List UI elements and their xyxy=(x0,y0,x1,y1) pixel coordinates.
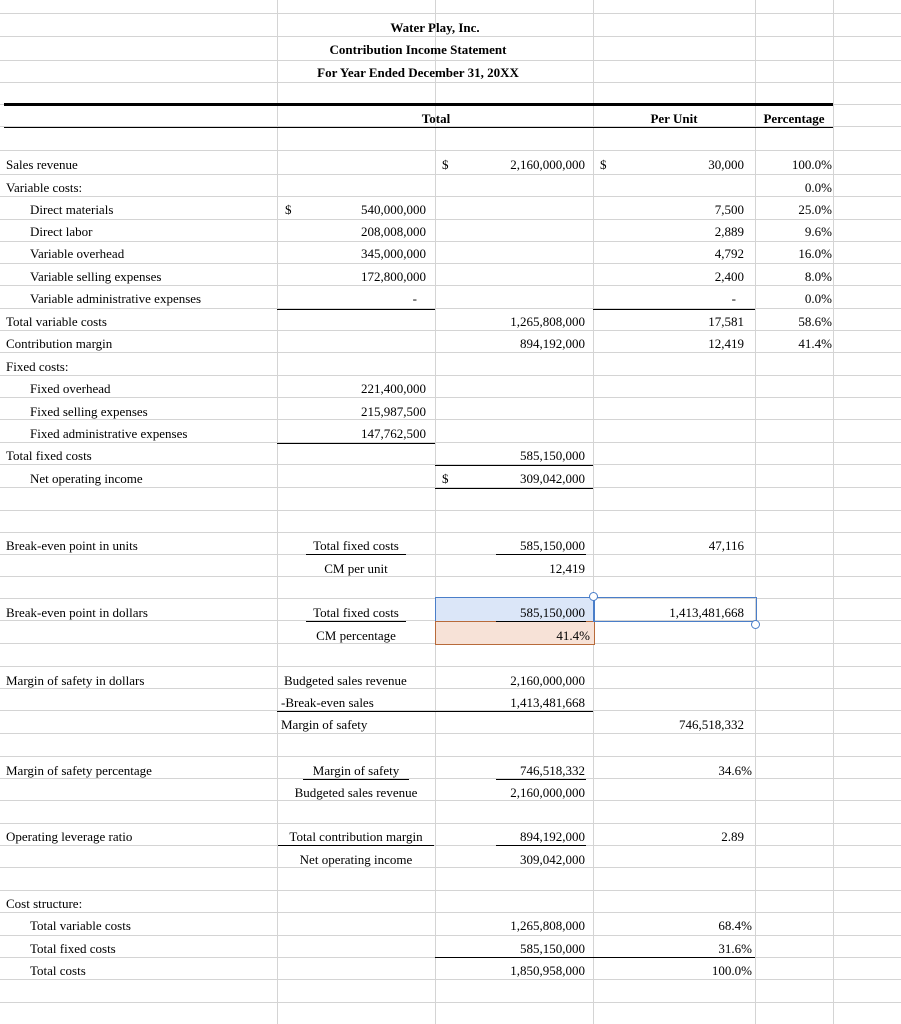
label-variable-admin: Variable administrative expenses xyxy=(30,291,202,306)
label-cost-structure: Cost structure: xyxy=(6,896,83,911)
be-dollars-num[interactable]: 585,150,000 xyxy=(520,605,585,620)
total-variable-pct: 58.6% xyxy=(798,314,832,329)
dollar-sign: $ xyxy=(600,157,607,172)
be-units-num-label: Total fixed costs xyxy=(313,538,399,553)
be-dollars-den-label: CM percentage xyxy=(316,628,396,643)
direct-materials-amount: 540,000,000 xyxy=(361,202,426,217)
label-be-units: Break-even point in units xyxy=(6,538,138,553)
label-op-leverage: Operating leverage ratio xyxy=(6,829,133,844)
label-total-fixed: Total fixed costs xyxy=(6,448,92,463)
mos-pct-num: 746,518,332 xyxy=(520,763,585,778)
variable-selling-amount: 172,800,000 xyxy=(361,269,426,284)
dollar-sign: $ xyxy=(442,157,449,172)
op-leverage-den: 309,042,000 xyxy=(520,852,585,867)
mos-pct-den-label: Budgeted sales revenue xyxy=(294,785,418,800)
total-variable-per-unit: 17,581 xyxy=(708,314,744,329)
sales-revenue-total: 2,160,000,000 xyxy=(510,157,585,172)
cost-structure-row-label: Total fixed costs xyxy=(30,941,116,956)
company-title: Water Play, Inc. xyxy=(390,20,480,35)
mos-dollars-v2: 1,413,481,668 xyxy=(510,695,585,710)
mos-underline xyxy=(277,711,435,712)
variable-overhead-pct: 16.0% xyxy=(798,246,832,261)
amount-underline xyxy=(277,309,435,310)
op-leverage-den-label: Net operating income xyxy=(299,852,413,867)
net-operating-income-total: 309,042,000 xyxy=(520,471,585,486)
period-title: For Year Ended December 31, 20XX xyxy=(317,65,519,80)
fraction-bar xyxy=(306,621,406,622)
label-be-dollars: Break-even point in dollars xyxy=(6,605,148,620)
total-fixed-total: 585,150,000 xyxy=(520,448,585,463)
label-sales-revenue: Sales revenue xyxy=(6,157,78,172)
variable-admin-per-unit: - xyxy=(731,291,736,306)
selection-handle-bottom[interactable] xyxy=(751,620,760,629)
mos-dollars-v1: 2,160,000,000 xyxy=(510,673,585,688)
label-direct-labor: Direct labor xyxy=(30,224,93,239)
fraction-bar xyxy=(496,621,586,622)
contribution-margin-pct: 41.4% xyxy=(798,336,832,351)
cost-pct-underline xyxy=(593,957,755,958)
label-variable-selling: Variable selling expenses xyxy=(30,269,162,284)
cost-structure-row-amount: 1,850,958,000 xyxy=(510,963,585,978)
label-contribution-margin: Contribution margin xyxy=(6,336,113,351)
cost-structure-row-amount: 1,265,808,000 xyxy=(510,918,585,933)
label-net-operating-income: Net operating income xyxy=(30,471,143,486)
cost-structure-row-pct: 68.4% xyxy=(718,918,752,933)
fraction-bar xyxy=(496,554,586,555)
be-dollars-den[interactable]: 41.4% xyxy=(556,628,590,643)
fraction-bar xyxy=(303,779,409,780)
contribution-margin-per-unit: 12,419 xyxy=(708,336,744,351)
direct-labor-per-unit: 2,889 xyxy=(714,224,744,239)
be-dollars-result[interactable]: 1,413,481,668 xyxy=(669,605,744,620)
mos-dollars-line1: Budgeted sales revenue xyxy=(284,673,407,688)
contribution-margin-total: 894,192,000 xyxy=(520,336,585,351)
variable-selling-pct: 8.0% xyxy=(804,269,832,284)
label-variable-costs: Variable costs: xyxy=(6,180,83,195)
cost-structure-row-pct: 100.0% xyxy=(711,963,752,978)
label-fixed-overhead: Fixed overhead xyxy=(30,381,111,396)
selection-handle-top[interactable] xyxy=(589,592,598,601)
col-header-percentage: Percentage xyxy=(763,111,825,126)
header-thick-rule xyxy=(4,103,833,106)
fixed-overhead-amount: 221,400,000 xyxy=(361,381,426,396)
variable-overhead-per-unit: 4,792 xyxy=(714,246,744,261)
op-leverage-result: 2.89 xyxy=(721,829,744,844)
per-unit-underline xyxy=(593,309,755,310)
fixed-underline xyxy=(277,443,435,444)
fraction-bar xyxy=(496,845,586,846)
sales-revenue-per-unit: 30,000 xyxy=(708,157,744,172)
label-fixed-admin: Fixed administrative expenses xyxy=(30,426,188,441)
variable-overhead-amount: 345,000,000 xyxy=(361,246,426,261)
cost-structure-row-label: Total variable costs xyxy=(30,918,131,933)
be-units-num: 585,150,000 xyxy=(520,538,585,553)
label-variable-overhead: Variable overhead xyxy=(30,246,125,261)
direct-labor-amount: 208,008,000 xyxy=(361,224,426,239)
variable-admin-pct: 0.0% xyxy=(804,291,832,306)
noi-double-underline xyxy=(435,488,593,489)
mos-pct-den: 2,160,000,000 xyxy=(510,785,585,800)
cost-underline xyxy=(435,957,593,958)
label-direct-materials: Direct materials xyxy=(30,202,114,217)
header-underline xyxy=(4,127,833,128)
cost-structure-row-amount: 585,150,000 xyxy=(520,941,585,956)
fraction-bar xyxy=(496,779,586,780)
variable-costs-pct: 0.0% xyxy=(804,180,832,195)
mos-pct-result: 34.6% xyxy=(718,763,752,778)
label-fixed-costs: Fixed costs: xyxy=(6,359,69,374)
direct-materials-pct: 25.0% xyxy=(798,202,832,217)
mos-dollars-result: 746,518,332 xyxy=(679,717,744,732)
direct-labor-pct: 9.6% xyxy=(804,224,832,239)
mos-value-underline xyxy=(435,711,593,712)
statement-title: Contribution Income Statement xyxy=(329,42,507,57)
be-units-den: 12,419 xyxy=(549,561,585,576)
variable-selling-per-unit: 2,400 xyxy=(714,269,744,284)
op-leverage-num-label: Total contribution margin xyxy=(289,829,423,844)
variable-admin-amount: - xyxy=(412,291,417,306)
total-variable-total: 1,265,808,000 xyxy=(510,314,585,329)
mos-pct-num-label: Margin of safety xyxy=(312,763,400,778)
sales-revenue-pct: 100.0% xyxy=(791,157,832,172)
be-units-den-label: CM per unit xyxy=(324,561,388,576)
op-leverage-num: 894,192,000 xyxy=(520,829,585,844)
label-total-variable: Total variable costs xyxy=(6,314,107,329)
fixed-selling-amount: 215,987,500 xyxy=(361,404,426,419)
label-mos-dollars: Margin of safety in dollars xyxy=(6,673,145,688)
label-fixed-selling: Fixed selling expenses xyxy=(30,404,148,419)
total-fixed-underline xyxy=(435,465,593,466)
cost-structure-row-pct: 31.6% xyxy=(718,941,752,956)
fixed-admin-amount: 147,762,500 xyxy=(361,426,426,441)
mos-dollars-line2: -Break-even sales xyxy=(281,695,374,710)
fraction-bar xyxy=(306,554,406,555)
col-header-per-unit: Per Unit xyxy=(650,111,698,126)
dollar-sign: $ xyxy=(285,202,292,217)
label-mos-pct: Margin of safety percentage xyxy=(6,763,152,778)
be-dollars-num-label: Total fixed costs xyxy=(313,605,399,620)
col-header-total: Total xyxy=(421,111,451,126)
direct-materials-per-unit: 7,500 xyxy=(714,202,744,217)
mos-dollars-line3: Margin of safety xyxy=(281,717,368,732)
be-units-result: 47,116 xyxy=(708,538,744,553)
dollar-sign: $ xyxy=(442,471,449,486)
fraction-bar xyxy=(278,845,434,846)
cost-structure-row-label: Total costs xyxy=(30,963,86,978)
